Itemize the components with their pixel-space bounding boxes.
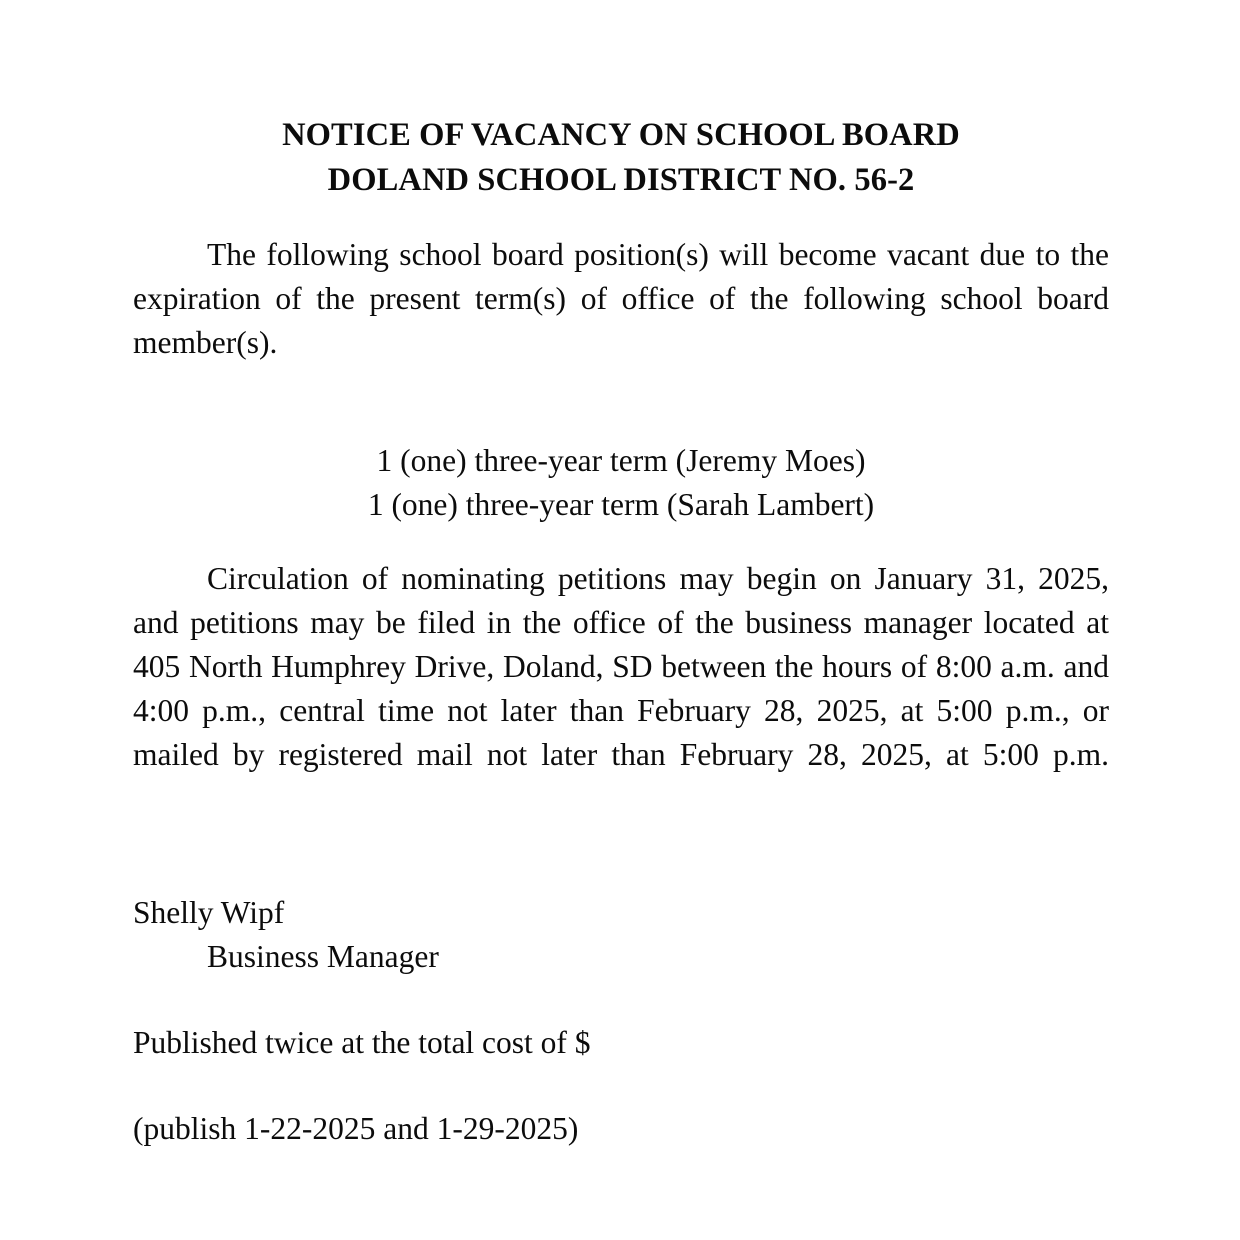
publication-cost-line: Published twice at the total cost of $ xyxy=(133,1025,591,1060)
vacant-term-item: 1 (one) three-year term (Sarah Lambert) xyxy=(367,487,875,522)
title-line-2: DOLAND SCHOOL DISTRICT NO. 56-2 xyxy=(327,162,915,198)
document-body xyxy=(133,0,1109,1151)
vacant-term-list xyxy=(133,439,1109,527)
signature-role: Business Manager xyxy=(207,939,439,974)
spacer-after-cost xyxy=(133,1065,1109,1107)
spacer-before-terms xyxy=(133,409,1109,439)
vacant-term-item: 1 (one) three-year term (Jeremy Moes) xyxy=(376,443,866,478)
title-line-1: NOTICE OF VACANCY ON SCHOOL BOARD xyxy=(282,117,960,153)
spacer-after-signature xyxy=(133,979,1109,1021)
signature-name: Shelly Wipf xyxy=(133,895,285,930)
circulation-paragraph: Circulation of nominating petitions may begin on January 31, 2025, and petitions may be filed in the office of the business manager located at 405 North Humphrey Drive, Doland, SD between the hours of 8:00 a.m. and 4:00 p.m., central time not later than February 28, 2025, at 5:00 p.m., or mailed by registered mail not later than February 28, 2025, at 5:00 p.m. xyxy=(133,561,1109,772)
publish-dates-line: (publish 1-22-2025 and 1-29-2025) xyxy=(133,1111,579,1146)
spacer-before-signature xyxy=(133,821,1109,891)
intro-paragraph: The following school board position(s) will become vacant due to the expiration of the present term(s) of office of the following school board member(s). xyxy=(133,237,1109,360)
signature-block xyxy=(133,891,1109,979)
spacer-after-title xyxy=(133,203,1109,233)
document-title xyxy=(133,0,1109,203)
spacer-after-terms xyxy=(133,527,1109,557)
